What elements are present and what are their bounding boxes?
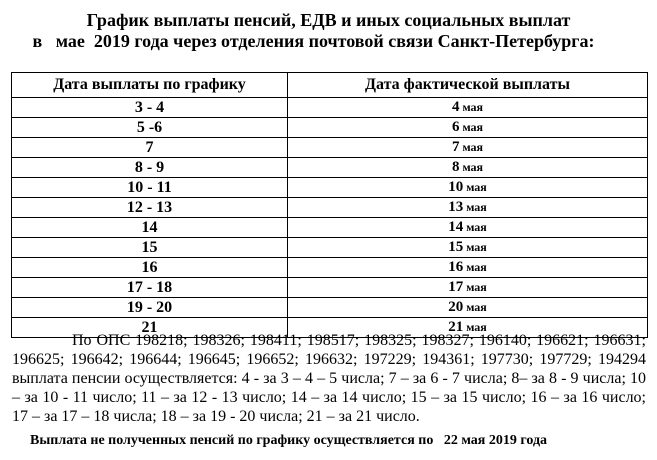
title-line-1: График выплаты пенсий, ЕДВ и иных социальных выплат (86, 10, 571, 30)
actual-day: 6 (451, 119, 460, 135)
actual-month: мая (466, 180, 487, 194)
table-row (12, 138, 648, 158)
table-row (12, 158, 648, 178)
scheduled-date-cell: 10 - 11 (12, 178, 288, 198)
actual-day: 8 (451, 159, 460, 175)
table-row (12, 218, 648, 238)
scheduled-date-cell: 19 - 20 (12, 298, 288, 318)
table-row (12, 258, 648, 278)
scheduled-date-cell: 8 - 9 (12, 158, 288, 178)
actual-day: 15 (448, 239, 464, 255)
actual-month: мая (466, 220, 487, 234)
header-scheduled-date: Дата выплаты по графику (12, 73, 288, 98)
actual-day: 21 (448, 319, 464, 335)
actual-date-cell (288, 98, 648, 118)
actual-month: мая (462, 140, 484, 154)
scheduled-date-cell: 12 - 13 (12, 198, 288, 218)
scheduled-date-cell: 14 (12, 218, 288, 238)
actual-day: 10 (448, 179, 464, 195)
scheduled-date-cell: 16 (12, 258, 288, 278)
actual-date-cell (288, 278, 648, 298)
table-row (12, 198, 648, 218)
table-row (12, 298, 648, 318)
actual-month: мая (466, 280, 487, 294)
table-row (12, 178, 648, 198)
actual-date-cell (288, 138, 648, 158)
actual-month: мая (466, 240, 487, 254)
scheduled-date-cell: 5 -6 (12, 118, 288, 138)
actual-month: мая (466, 300, 487, 314)
actual-date-cell (288, 258, 648, 278)
header-actual-date: Дата фактической выплаты (288, 73, 648, 98)
document-title (0, 10, 657, 52)
actual-month: мая (466, 260, 487, 274)
actual-month: мая (466, 200, 487, 214)
scheduled-date-cell: 3 - 4 (12, 98, 288, 118)
actual-day: 13 (448, 199, 464, 215)
actual-date-cell (288, 118, 648, 138)
actual-month: мая (462, 100, 484, 114)
actual-day: 4 (451, 99, 460, 115)
actual-month: мая (462, 160, 484, 174)
actual-month: мая (466, 320, 487, 334)
table-header-row (12, 73, 648, 98)
actual-month: мая (462, 120, 484, 134)
post-office-note (12, 331, 646, 426)
table-row (12, 278, 648, 298)
actual-day: 16 (448, 259, 464, 275)
scheduled-date-cell: 15 (12, 238, 288, 258)
table-row (12, 238, 648, 258)
actual-date-cell (288, 158, 648, 178)
actual-date-cell (288, 178, 648, 198)
payment-schedule-table (11, 72, 648, 338)
scheduled-date-cell: 21 (12, 318, 288, 338)
scheduled-date-cell: 17 - 18 (12, 278, 288, 298)
actual-day: 7 (451, 139, 460, 155)
actual-day: 20 (448, 299, 464, 315)
title-line-2: в мае 2019 года через отделения почтовой связи Санкт-Петербурга: (32, 31, 595, 51)
actual-date-cell (288, 218, 648, 238)
footer-deadline: Выплата не полученных пенсий по графику осуществляется по 22 мая 2019 года (30, 433, 548, 448)
scheduled-date-cell: 7 (12, 138, 288, 158)
note-text: По ОПС 198218; 198326; 198411; 198517; 198325; 198327; 196140; 196621; 196631; 196625; 196642; 196644; 196645; 196652; 196632; 197229; 194361; 197730; 197729; 194294 выплата пенсии осуществляется: 4 - за 3 – 4 – 5 числа; 7 – за 6 - 7 числа; 8– за 8 - 9 числа; 10 – за 10 - 11 число; 11 – за 12 - 13 число; 14 – за 14 число; 15 – за 15 число; 16 – за 16 число; 17 – за 17 – 18 числа; 18 – за 19 - 20 числа; 21 – за 21 число. (12, 332, 646, 425)
actual-date-cell (288, 298, 648, 318)
table-row (12, 118, 648, 138)
actual-day: 14 (448, 219, 464, 235)
actual-day: 17 (448, 279, 464, 295)
table-row (12, 98, 648, 118)
actual-date-cell (288, 198, 648, 218)
actual-date-cell (288, 238, 648, 258)
